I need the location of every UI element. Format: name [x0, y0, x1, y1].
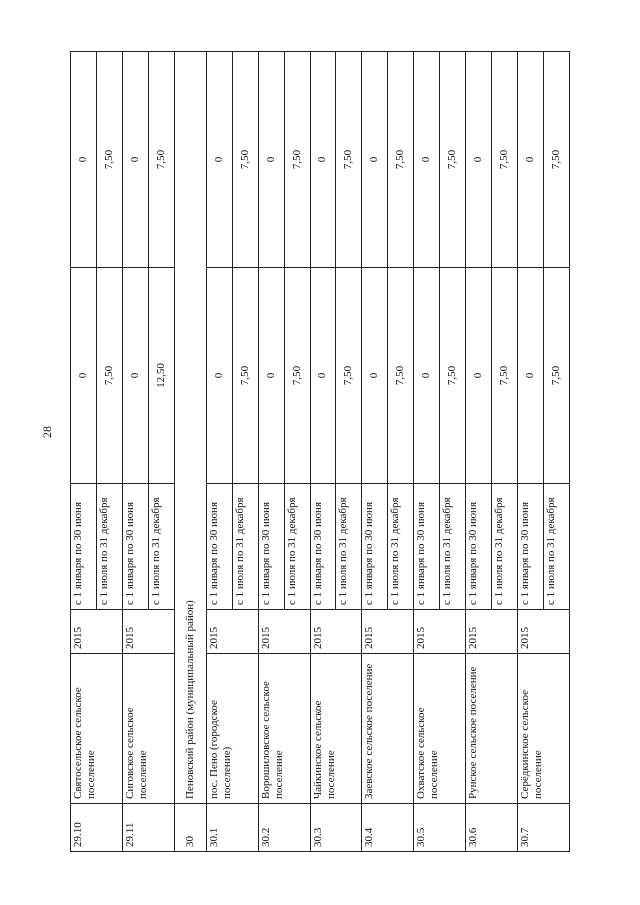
period-cell: с 1 января по 30 июня — [206, 484, 232, 610]
tariff-value-1: 7,50 — [336, 268, 362, 484]
year-cell: 2015 — [414, 610, 466, 654]
period-cell: с 1 июля по 31 декабря — [284, 484, 310, 610]
period-cell: с 1 января по 30 июня — [122, 484, 148, 610]
rotated-table-container — [70, 52, 570, 852]
period-cell: с 1 июля по 31 декабря — [440, 484, 466, 610]
tariff-value-2: 0 — [122, 52, 148, 268]
row-number: 29.11 — [122, 804, 174, 852]
row-number: 30.4 — [362, 804, 414, 852]
table-row — [206, 52, 232, 852]
tariff-value-2: 0 — [362, 52, 388, 268]
year-cell: 2015 — [310, 610, 362, 654]
tariff-value-1: 0 — [466, 268, 492, 484]
tariff-value-1: 0 — [206, 268, 232, 484]
settlement-name: Серёдкинское сельское поселение — [518, 654, 570, 804]
row-number: 30.6 — [466, 804, 518, 852]
district-row — [174, 52, 206, 852]
tariff-value-2: 0 — [310, 52, 336, 268]
period-cell: с 1 января по 30 июня — [466, 484, 492, 610]
tariff-value-1: 7,50 — [284, 268, 310, 484]
settlement-name: Сиговское сельское поселение — [122, 654, 174, 804]
period-cell: с 1 июля по 31 декабря — [96, 484, 122, 610]
tariff-value-2: 7,50 — [543, 52, 569, 268]
tariff-value-1: 12,50 — [148, 268, 174, 484]
tariff-value-2: 7,50 — [232, 52, 258, 268]
tariff-value-2: 0 — [258, 52, 284, 268]
period-cell: с 1 июля по 31 декабря — [232, 484, 258, 610]
tariff-value-1: 0 — [122, 268, 148, 484]
period-cell: с 1 июля по 31 декабря — [492, 484, 518, 610]
year-cell: 2015 — [518, 610, 570, 654]
tariff-value-1: 0 — [71, 268, 97, 484]
row-number: 30.5 — [414, 804, 466, 852]
page-number: 28 — [40, 426, 54, 438]
period-cell: с 1 января по 30 июня — [258, 484, 284, 610]
period-cell: с 1 июля по 31 декабря — [388, 484, 414, 610]
period-cell: с 1 июля по 31 декабря — [336, 484, 362, 610]
settlement-name: пос. Пено (городское поселение) — [206, 654, 258, 804]
year-cell: 2015 — [206, 610, 258, 654]
year-cell: 2015 — [71, 610, 123, 654]
table-row — [71, 52, 97, 852]
tariff-value-2: 0 — [414, 52, 440, 268]
year-cell: 2015 — [362, 610, 414, 654]
tariff-value-2: 7,50 — [440, 52, 466, 268]
period-cell: с 1 января по 30 июня — [310, 484, 336, 610]
settlement-name: Ворошиловское сельское поселение — [258, 654, 310, 804]
tariff-value-1: 7,50 — [232, 268, 258, 484]
table-row — [518, 52, 544, 852]
table-row — [466, 52, 492, 852]
tariff-value-1: 0 — [310, 268, 336, 484]
tariff-value-1: 7,50 — [388, 268, 414, 484]
row-number: 29.10 — [71, 804, 123, 852]
district-name: Пеновский район (муниципальный район) — [174, 52, 206, 804]
tariff-value-2: 7,50 — [284, 52, 310, 268]
row-number: 30.7 — [518, 804, 570, 852]
tariff-value-1: 0 — [258, 268, 284, 484]
tariff-value-2: 0 — [71, 52, 97, 268]
table-row — [414, 52, 440, 852]
period-cell: с 1 июля по 31 декабря — [148, 484, 174, 610]
period-cell: с 1 января по 30 июня — [414, 484, 440, 610]
settlement-name: Святосельское сельское поселение — [71, 654, 123, 804]
tariff-value-2: 0 — [206, 52, 232, 268]
settlement-name: Охватское сельское поселение — [414, 654, 466, 804]
tariff-value-1: 0 — [414, 268, 440, 484]
tariff-table — [70, 51, 570, 852]
period-cell: с 1 января по 30 июня — [362, 484, 388, 610]
period-cell: с 1 января по 30 июня — [71, 484, 97, 610]
tariff-value-1: 7,50 — [492, 268, 518, 484]
tariff-value-2: 7,50 — [96, 52, 122, 268]
tariff-value-2: 7,50 — [148, 52, 174, 268]
tariff-value-1: 7,50 — [96, 268, 122, 484]
table-row — [362, 52, 388, 852]
period-cell: с 1 июля по 31 декабря — [543, 484, 569, 610]
tariff-value-1: 0 — [518, 268, 544, 484]
settlement-name: Чайкинское сельское поселение — [310, 654, 362, 804]
settlement-name: Рунское сельское поселение — [466, 654, 518, 804]
tariff-value-1: 0 — [362, 268, 388, 484]
tariff-value-2: 0 — [466, 52, 492, 268]
year-cell: 2015 — [466, 610, 518, 654]
table-row — [122, 52, 148, 852]
tariff-value-2: 7,50 — [388, 52, 414, 268]
table-row — [258, 52, 284, 852]
row-number: 30 — [174, 804, 206, 852]
row-number: 30.3 — [310, 804, 362, 852]
tariff-value-1: 7,50 — [543, 268, 569, 484]
tariff-value-2: 7,50 — [492, 52, 518, 268]
settlement-name: Заевское сельское поселение — [362, 654, 414, 804]
table-row — [310, 52, 336, 852]
period-cell: с 1 января по 30 июня — [518, 484, 544, 610]
row-number: 30.1 — [206, 804, 258, 852]
row-number: 30.2 — [258, 804, 310, 852]
year-cell: 2015 — [258, 610, 310, 654]
tariff-value-1: 7,50 — [440, 268, 466, 484]
tariff-value-2: 0 — [518, 52, 544, 268]
year-cell: 2015 — [122, 610, 174, 654]
tariff-value-2: 7,50 — [336, 52, 362, 268]
